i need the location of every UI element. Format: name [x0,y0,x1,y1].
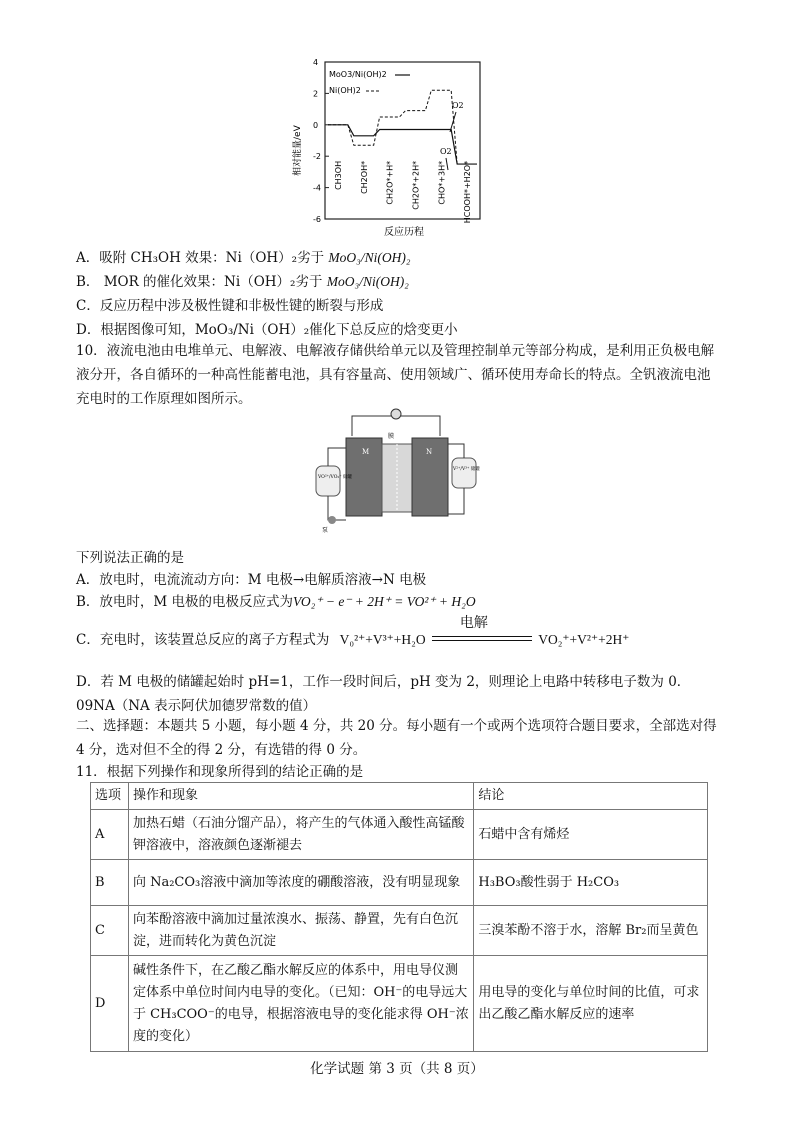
state-label: HCOOH*+H2O* [463,160,473,224]
o2-arrow-lower [446,158,448,170]
q10-option-a: A．放电时，电流流动方向：M 电极→电解质溶液→N 电极 [76,572,427,588]
q9-option-a-formula: MoO₃/Ni(OH)₂ [328,250,411,265]
y-tick-label: 4 [313,58,319,67]
q10-option-d: D．若 M 电极的储罐起始时 pH=1，工作一段时间后，pH 变为 2，则理论上电路中转移电子数为 0．09NA（NA 表示阿伏加德罗常数的值） [76,674,691,714]
q10-option-b-text: B．放电时，M 电极的电极反应式为 [76,594,294,610]
x-axis-label: 反应历程 [384,227,424,238]
table-cell: A [91,810,129,860]
legend-entry-moo3: MoO3/Ni(OH)2 [329,70,387,79]
q11-stem: 11．根据下列操作和现象所得到的结论正确的是 [76,764,364,780]
legend [329,70,410,95]
table-header-row [91,783,708,810]
table-cell: 用电导的变化与单位时间的比值，可求出乙酸乙酯水解反应的速率 [474,956,708,1052]
q9-option-c: C．反应历程中涉及极性键和非极性键的断裂与形成 [76,298,384,314]
q10-option-b [76,590,476,610]
table-row [91,810,708,860]
state-label: CH3OH [333,160,343,190]
table-header: 选项 [91,783,129,810]
electrode-m-label: M [362,448,370,456]
q10-option-c [76,615,630,648]
table-cell: C [91,906,129,956]
table-cell: B [91,860,129,906]
legend-entry-nioh2: Ni(OH)2 [329,86,361,95]
flow-battery-figure [312,408,482,536]
table-cell: 向 Na₂CO₃溶液中滴加等浓度的硼酸溶液，没有明显现象 [128,860,473,906]
table-cell: 碱性条件下，在乙酸乙酯水解反应的体系中，用电导仪测定体系中单位时间内电导的变化。（已知：OH⁻的电导远大于 CH₃COO⁻的电导，根据溶液电导的变化能求得 OH⁻浓度的变化） [128,956,473,1052]
pump-label: 泵 [322,527,329,534]
state-label: CH2O*+2H* [411,160,421,210]
o2-annotation-upper: O2 [452,101,464,110]
q11-table [90,782,708,1052]
table-cell: 石蜡中含有烯烃 [474,810,708,860]
q9-option-a-text: A．吸附 CH₃OH 效果：Ni（OH）₂劣于 [76,250,325,266]
table-header: 操作和现象 [128,783,473,810]
q9-option-d: D．根据图像可知，MoO₃/Ni（OH）₂催化下总反应的焓变更小 [76,322,458,338]
y-axis-ticks [313,58,329,224]
y-axis-label: 相对能量/eV [293,125,303,176]
table-header: 结论 [474,783,708,810]
q10-option-c-reactants: V₀²⁺+V³⁺+H₂O [339,632,426,647]
section-2-header: 二、选择题：本题共 5 小题，每小题 4 分，共 20 分。每小题有一个或两个选项符合题目要求，全部选对得 4 分，选对但不全的得 2 分，有选错的得 0 分。 [76,718,717,758]
o2-arrow-upper [450,112,456,132]
right-storage-tank [452,458,476,488]
table-cell: 加热石蜡（石油分馏产品），将产生的气体通入酸性高锰酸钾溶液中，溶液颜色逐渐褪去 [128,810,473,860]
q10-option-b-equation: VO₂⁺ − e⁻ + 2H⁺ = VO²⁺ + H₂O [293,594,476,609]
table-cell: D [91,956,129,1052]
q9-option-b-formula: MoO₃/Ni(OH)₂ [326,274,409,289]
y-tick-label: -4 [313,183,321,193]
right-tank-label: V²⁺/V³⁺ 储罐 [453,467,480,472]
table-row [91,906,708,956]
q9-option-b [76,270,409,290]
energy-profile-chart [280,58,530,240]
q10-option-c-products: VO₂⁺+V²⁺+2H⁺ [538,632,630,647]
page-footer: 化学试题 第 3 页（共 8 页） [310,1061,484,1077]
electrode-n-label: N [426,448,433,456]
power-source-icon [391,409,401,419]
y-tick-label: -2 [313,152,321,162]
table-row [91,860,708,906]
q10-lead: 下列说法正确的是 [76,550,184,566]
pump-icon [328,516,336,524]
y-tick-label: -6 [313,215,321,224]
table-cell: H₃BO₃酸性弱于 H₂CO₃ [474,860,708,906]
q10-stem: 10．液流电池由电堆单元、电解液、电解液存储供给单元以及管理控制单元等部分构成，是利用正负极电解液分开，各自循环的一种高性能蓄电池，具有容量高、使用领域广、循环使用寿命长的特点。全钒液流电池充电时的工作原理如图所示。 [76,343,715,407]
electrolysis-condition: 电解 [459,615,488,631]
state-labels [334,161,472,223]
table-cell: 向苯酚溶液中滴加过量浓溴水、振荡、静置，先有白色沉淀，进而转化为黄色沉淀 [128,906,473,956]
series-moo3-line [328,125,477,164]
y-tick-label: 2 [313,89,319,99]
equals-bar [432,636,532,641]
table-cell: 三溴苯酚不溶于水，溶解 Br₂而呈黄色 [474,906,708,956]
q10-option-c-text: C．充电时，该装置总反应的离子方程式为 [76,632,330,648]
table-row [91,956,708,1052]
state-label: CH2OH* [359,160,369,194]
y-tick-label: 0 [313,120,319,130]
state-label: CH2O*+H* [385,160,395,205]
q9-option-a [76,246,411,266]
membrane-label: 膜 [388,433,395,440]
electrolysis-arrow [432,615,532,644]
state-label: CHO*+3H* [437,160,447,205]
o2-annotation-lower: O2 [440,147,452,156]
left-tank-label: VO²⁺/VO₂⁺ 储罐 [318,475,353,480]
left-storage-tank [316,466,340,496]
q9-option-b-text: B． MOR 的催化效果：Ni（OH）₂劣于 [76,274,323,290]
